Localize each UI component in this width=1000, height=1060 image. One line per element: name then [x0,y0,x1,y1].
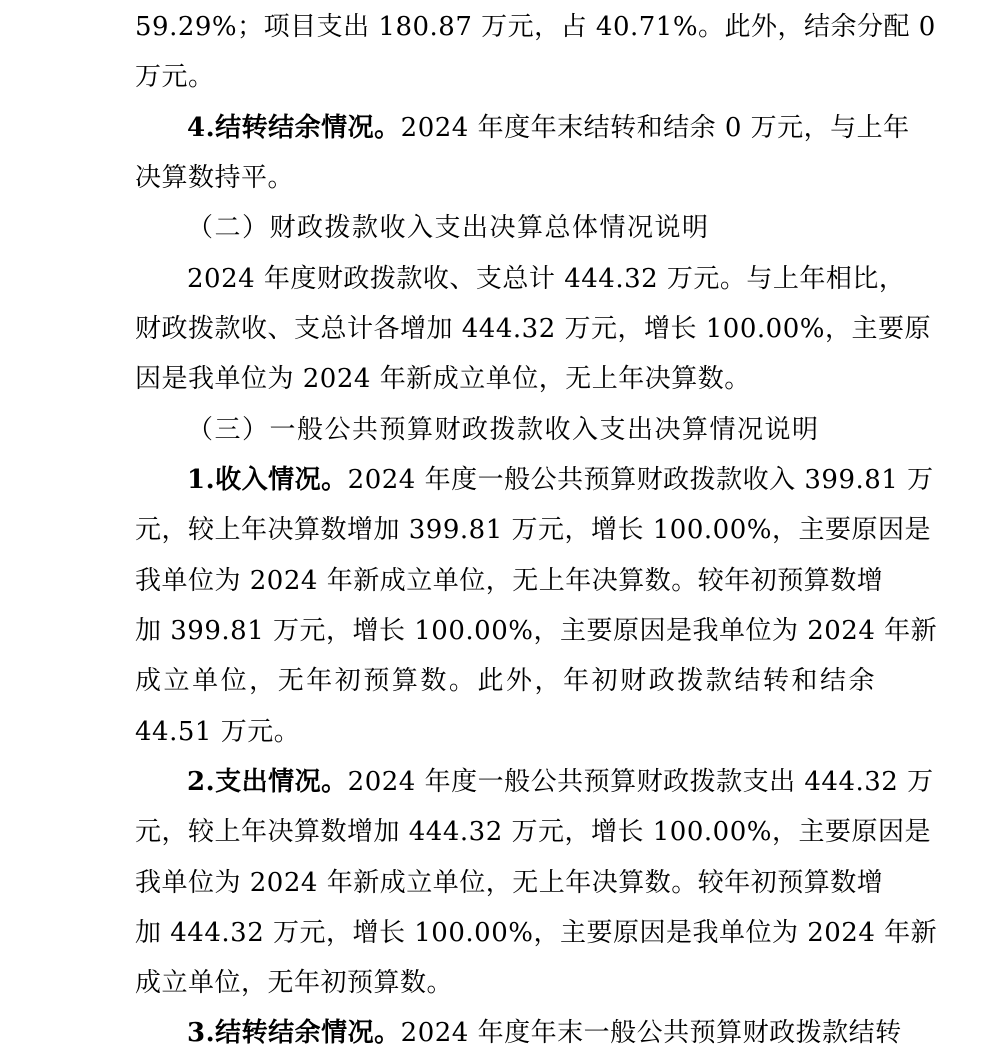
line-text: 加 444.32 万元，增长 100.00%，主要原因是我单位为 2024 年新 [135,918,938,948]
line-text: 成立单位，无年初预算数。 [135,968,454,998]
line-text: 2024 年度年末一般公共预算财政拨款结转 [400,1018,902,1048]
line-text: 万元。 [135,62,215,92]
paragraph-line [187,103,910,153]
text-line [135,858,884,908]
text-line [135,556,884,606]
paragraph-line [187,757,934,807]
paragraph-line [187,455,934,505]
line-text: 元，较上年决算数增加 444.32 万元，增长 100.00%，主要原因是 [135,817,931,847]
line-text: 元，较上年决算数增加 399.81 万元，增长 100.00%，主要原因是 [135,515,931,545]
line-text: 我单位为 2024 年新成立单位，无上年决算数。较年初预算数增 [135,566,884,596]
text-line [135,707,875,757]
section-heading-text: （三）一般公共预算财政拨款收入支出决算情况说明 [187,415,820,445]
line-text: 2024 年度年末结转和结余 0 万元，与上年 [400,113,910,143]
section-lead-heading: 4.结转结余情况。 [187,113,401,143]
section-heading [187,203,710,253]
text-line [135,958,875,1008]
section-lead-heading: 3.结转结余情况。 [187,1018,401,1048]
text-line [135,908,938,958]
section-lead-heading: 1.收入情况。 [187,465,348,495]
text-line [135,354,875,404]
line-text: 我单位为 2024 年新成立单位，无上年决算数。较年初预算数增 [135,868,884,898]
line-text: 59.29%；项目支出 180.87 万元，占 40.71%。此外，结余分配 0 [135,12,936,42]
text-line [135,606,938,656]
section-heading-text: （二）财政拨款收入支出决算总体情况说明 [187,213,710,243]
paragraph-line [187,1008,902,1058]
line-text: 财政拨款收、支总计各增加 444.32 万元，增长 100.00%，主要原 [135,314,931,344]
line-text: 加 399.81 万元，增长 100.00%，主要原因是我单位为 2024 年新 [135,616,938,646]
paragraph-line [187,254,906,304]
section-heading [187,405,820,455]
text-line [135,656,875,706]
text-line [135,52,875,102]
line-text: 2024 年度财政拨款收、支总计 444.32 万元。与上年相比， [187,264,906,294]
text-line [135,153,875,203]
line-text: 2024 年度一般公共预算财政拨款支出 444.32 万 [347,767,934,797]
text-line [135,807,931,857]
line-text: 决算数持平。 [135,163,295,193]
line-text: 44.51 万元。 [135,717,301,747]
line-text: 2024 年度一般公共预算财政拨款收入 399.81 万 [347,465,934,495]
text-line [135,505,931,555]
line-text: 因是我单位为 2024 年新成立单位，无上年决算数。 [135,364,751,394]
section-lead-heading: 2.支出情况。 [187,767,348,797]
line-text: 成立单位，无年初预算数。此外，年初财政拨款结转和结余 [135,666,875,696]
text-line [135,2,936,52]
text-line [135,304,931,354]
